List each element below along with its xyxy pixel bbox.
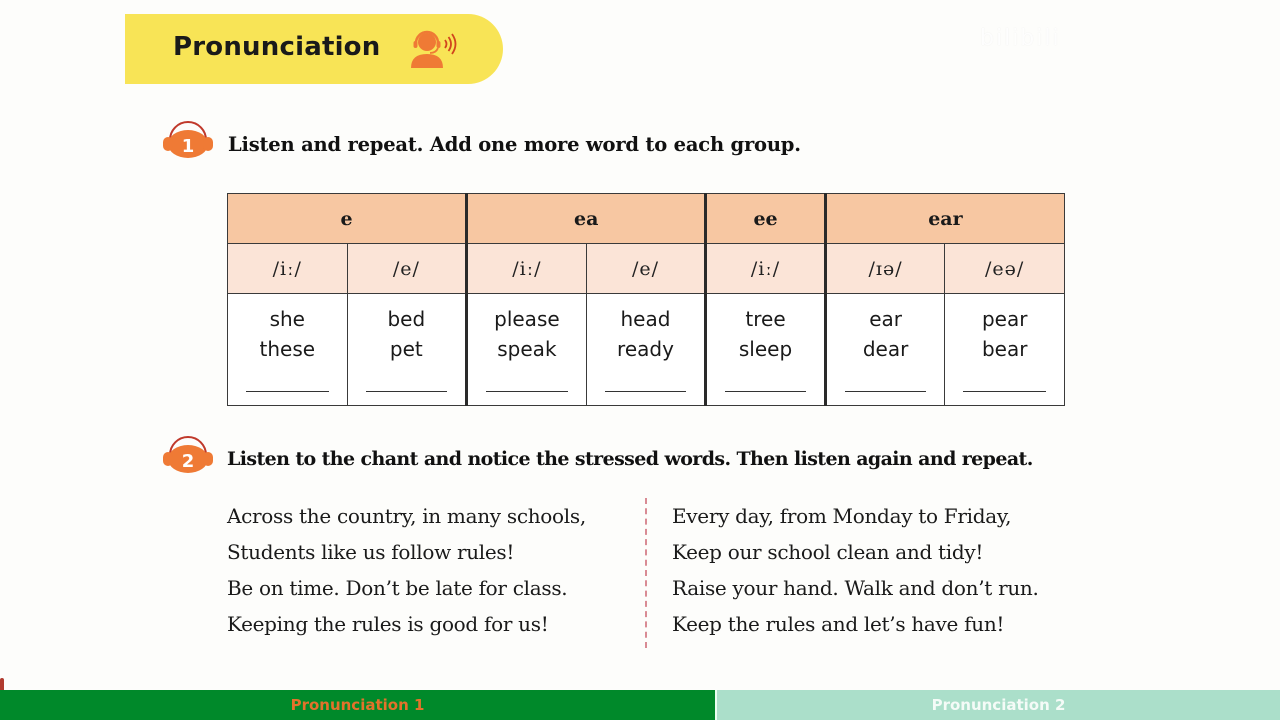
answer-blank[interactable]	[845, 391, 927, 392]
sound-cell: /e/	[347, 244, 467, 294]
words-cell	[347, 294, 467, 406]
phonics-table	[227, 193, 1065, 406]
tab-pronunciation-2[interactable]: Pronunciation 2	[717, 690, 1280, 720]
group-header-ea: ea	[467, 194, 706, 244]
chant-line: Students like us follow rules!	[227, 540, 515, 564]
example-word: sleep	[738, 337, 793, 361]
example-word: please	[494, 307, 560, 331]
group-header-ear: ear	[825, 194, 1064, 244]
group-header-ee: ee	[706, 194, 826, 244]
answer-blank[interactable]	[605, 391, 687, 392]
tab-pronunciation-1[interactable]: Pronunciation 1	[0, 690, 715, 720]
sound-cell: /e/	[586, 244, 706, 294]
exercise-2-heading	[160, 427, 1033, 483]
chant-line: Every day, from Monday to Friday,	[672, 504, 1012, 528]
chant-line: Keeping the rules is good for us!	[227, 612, 549, 636]
answer-blank[interactable]	[486, 391, 568, 392]
sound-cell: /iː/	[706, 244, 826, 294]
chant-line: Be on time. Don’t be late for class.	[227, 576, 568, 600]
svg-text:2: 2	[181, 451, 195, 472]
example-word: tree	[745, 307, 786, 331]
example-word: ear	[869, 307, 902, 331]
sound-row	[228, 244, 1065, 294]
sound-cell: /ɪə/	[825, 244, 945, 294]
group-header-row	[228, 194, 1065, 244]
answer-blank[interactable]	[366, 391, 448, 392]
answer-blank[interactable]	[246, 391, 329, 392]
group-header-e: e	[228, 194, 467, 244]
example-word: pear	[981, 307, 1028, 331]
chant-divider	[645, 498, 647, 648]
sound-cell: /iː/	[467, 244, 587, 294]
words-cell	[825, 294, 945, 406]
example-word: pet	[389, 337, 423, 361]
chant-line: Raise your hand. Walk and don’t run.	[672, 576, 1039, 600]
example-word: bear	[981, 337, 1028, 361]
headphones-number-badge-icon	[160, 112, 216, 168]
example-word: head	[620, 307, 671, 331]
exercise-2-instruction: Listen to the chant and notice the stressed words. Then listen again and repeat.	[227, 448, 1033, 470]
section-title: Pronunciation	[173, 32, 381, 62]
words-cell	[706, 294, 826, 406]
chant-line: Keep the rules and let’s have fun!	[672, 612, 1005, 636]
example-word: these	[259, 337, 316, 361]
words-cell	[467, 294, 587, 406]
chant-left-column	[227, 498, 586, 642]
example-word: bed	[387, 307, 426, 331]
words-cell	[586, 294, 706, 406]
answer-blank[interactable]	[963, 391, 1046, 392]
exercise-1-instruction: Listen and repeat. Add one more word to each group.	[228, 132, 801, 156]
answer-blank[interactable]	[725, 391, 806, 392]
headset-speaker-icon	[405, 24, 459, 74]
example-word: ready	[617, 337, 674, 361]
words-row	[228, 294, 1065, 406]
chant-line: Keep our school clean and tidy!	[672, 540, 984, 564]
example-word: dear	[862, 337, 909, 361]
chant-line: Across the country, in many schools,	[227, 504, 586, 528]
words-cell	[945, 294, 1065, 406]
section-banner	[125, 14, 503, 84]
svg-text:1: 1	[181, 136, 195, 157]
example-word: she	[269, 307, 305, 331]
sound-cell: /eə/	[945, 244, 1065, 294]
exercise-1-heading	[160, 112, 801, 168]
headphones-number-badge-icon	[160, 427, 216, 483]
sound-cell: /iː/	[228, 244, 348, 294]
chant-right-column	[672, 498, 1039, 642]
words-cell	[228, 294, 348, 406]
chapter-nav-bar	[0, 690, 1280, 720]
example-word: speak	[497, 337, 557, 361]
video-watermark: bilibili	[980, 26, 1061, 51]
